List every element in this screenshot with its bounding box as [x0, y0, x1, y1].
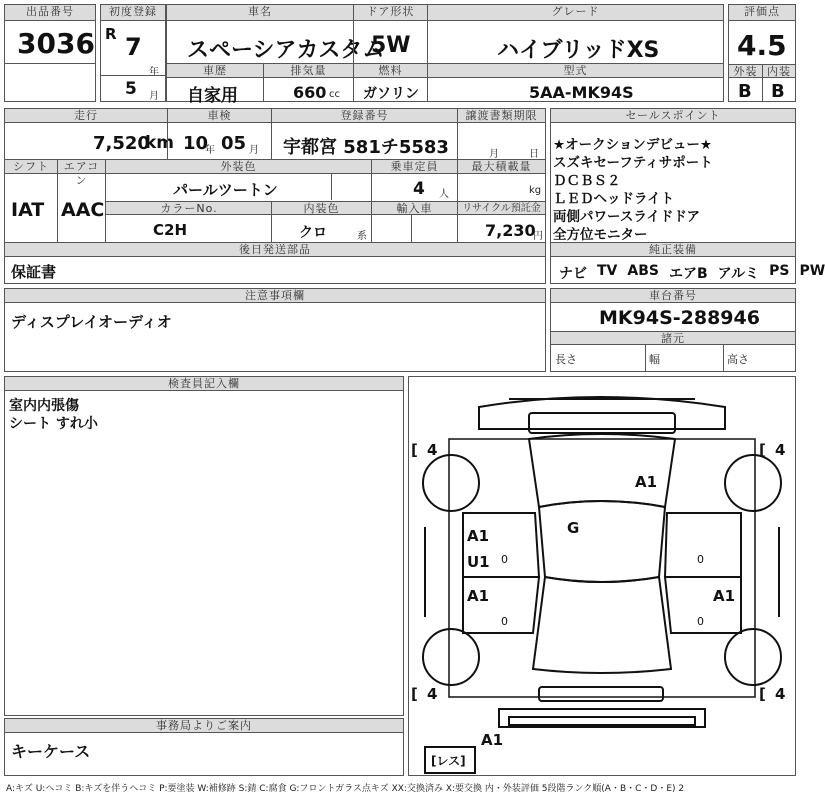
roof: [539, 501, 665, 582]
tire-rr: 4: [775, 685, 786, 703]
damage-mark: A1: [481, 731, 504, 749]
score-label: 評価点: [729, 5, 795, 21]
tire-fl: 4: [427, 441, 438, 459]
damage-mark: A1: [635, 473, 658, 491]
import-label: 輸入車: [371, 201, 457, 215]
chassis-label: 車台番号: [551, 289, 795, 303]
transfer-month: 月: [489, 149, 499, 160]
exterior-label: 外装: [729, 64, 762, 78]
era: R: [105, 25, 117, 43]
shift: IAT: [11, 199, 45, 221]
lot-number-label: 出品番号: [5, 5, 95, 21]
damage-diagram: [408, 376, 796, 776]
equipment-item: TV: [597, 263, 618, 279]
history: 自家用: [187, 86, 238, 106]
damage-mark: A1: [467, 527, 490, 545]
color-label: 外装色: [105, 160, 371, 174]
shift-label: シフト: [5, 160, 57, 174]
side-zero: 0: [501, 553, 508, 566]
score-box: [728, 4, 796, 102]
mileage-label: 走行: [5, 109, 167, 123]
ac: AAC: [61, 199, 105, 221]
recycle-fee: 7,230: [485, 221, 536, 240]
chassis-number: MK94S-288946: [599, 307, 760, 329]
side-zero: 0: [697, 553, 704, 566]
displacement-unit: cc: [329, 89, 340, 100]
sales-point-box: [550, 108, 825, 284]
svg-text:[: [: [411, 441, 418, 459]
interior-color-unit: 系: [357, 231, 367, 242]
equipment-item: エアB: [668, 266, 708, 282]
equipment-item: アルミ: [717, 266, 760, 282]
office-label: 事務局よりご案内: [5, 719, 403, 733]
wheel-fr: [725, 455, 781, 511]
width-label: 幅: [649, 353, 660, 366]
rear-deck: [533, 577, 671, 673]
sales-line: 両側パワースライドドア: [553, 209, 701, 225]
damage-mark: U1: [467, 553, 490, 571]
month-unit: 月: [149, 91, 159, 102]
wheel-rl: [423, 629, 479, 685]
equipment-item: ABS: [627, 263, 659, 279]
inspection-month-unit: 月: [249, 145, 259, 156]
office-box: [4, 718, 404, 776]
exterior-grade: B: [738, 81, 752, 102]
later-parts: 保証書: [11, 263, 57, 281]
svg-text:[: [: [759, 685, 766, 703]
notes-label: 注意事項欄: [5, 289, 545, 303]
inspection-month: 05: [221, 133, 247, 154]
lot-number-box: [4, 4, 96, 102]
notes-text: ディスプレイオーディオ: [11, 313, 172, 331]
length-label: 長さ: [555, 353, 577, 366]
tire-rl: 4: [427, 685, 438, 703]
body-outline: [449, 439, 755, 697]
max-load-label: 最大積載量: [457, 160, 545, 174]
wheel-rr: [725, 629, 781, 685]
displacement: 660: [293, 83, 327, 102]
inspector-box: [4, 376, 404, 716]
inspector-label: 検査員記入欄: [5, 377, 403, 391]
wheel-fl: [423, 455, 479, 511]
sales-line: ★オークションデビュー★: [553, 137, 712, 153]
damage-mark: G: [567, 519, 580, 537]
mileage-unit: km: [145, 133, 175, 153]
model: 5AA-MK94S: [529, 83, 634, 102]
inspection-year: 10: [183, 133, 209, 154]
spare-label: [レス]: [431, 754, 466, 768]
inspection-year-unit: 年: [205, 145, 215, 156]
ac-label: エアコン: [57, 160, 105, 174]
model-label: 型式: [427, 64, 723, 78]
displacement-label: 排気量: [263, 64, 353, 78]
first-registration-box: [100, 4, 166, 102]
score: 4.5: [737, 29, 787, 62]
capacity-unit: 人: [439, 189, 449, 200]
tire-fr: 4: [775, 441, 786, 459]
color-no-label: カラーNo.: [106, 201, 272, 215]
vehicle-detail-table: [4, 108, 546, 284]
specs-label: 諸元: [551, 331, 795, 345]
damage-mark: A1: [467, 587, 490, 605]
notes-box: [4, 288, 546, 372]
transfer-label: 譲渡書類期限: [457, 109, 545, 123]
interior-grade: B: [771, 81, 785, 102]
registration-number: 宇都宮 581チ5583: [283, 137, 449, 158]
reg-year: 7: [125, 33, 142, 61]
door-type: 5W: [371, 33, 411, 58]
equipment-item: PW: [799, 263, 825, 279]
interior-color: クロ: [299, 225, 327, 241]
sales-point-label: セールスポイント: [551, 109, 795, 123]
first-registration-label: 初度登録: [101, 5, 165, 21]
equipment-list: [559, 263, 825, 283]
capacity-label: 乗車定員: [371, 160, 457, 174]
recycle-unit: 円: [533, 231, 543, 242]
color-no: C2H: [153, 221, 187, 239]
recycle-label: リサイクル預託金: [457, 201, 545, 215]
interior-label: 内装: [762, 64, 795, 78]
fuel: ガソリン: [363, 86, 419, 102]
fuel-label: 燃料: [353, 64, 427, 78]
year-unit: 年: [149, 67, 159, 78]
max-load-unit: kg: [529, 185, 542, 196]
tail-bracket: [509, 717, 695, 725]
height-label: 高さ: [727, 353, 749, 366]
car-info-box: [166, 4, 724, 106]
reg-month: 5: [125, 79, 137, 99]
sales-line: ＤＣＢＳ２: [553, 173, 621, 189]
chassis-box: [550, 288, 796, 372]
rear-bumper: [539, 687, 663, 701]
hood: [529, 434, 675, 507]
history-label: 車歴: [167, 64, 263, 78]
equipment-item: ナビ: [559, 266, 587, 282]
inspection-label: 車検: [167, 109, 271, 123]
door-label: ドア形状: [353, 5, 427, 21]
damage-mark: A1: [713, 587, 736, 605]
interior-color-label: 内装色: [271, 201, 371, 215]
sales-line: ＬＥＤヘッドライト: [553, 191, 675, 207]
transfer-day: 日: [529, 149, 539, 160]
side-zero: 0: [501, 615, 508, 628]
inspector-line: 室内内張傷: [9, 398, 79, 414]
car-outline: [409, 377, 795, 775]
capacity: 4: [413, 179, 425, 199]
sales-line: スズキセーフティサポート: [553, 155, 713, 171]
svg-text:[: [: [759, 441, 766, 459]
grade: ハイブリッドXS: [497, 38, 660, 63]
exterior-color: パールツートン: [173, 181, 278, 199]
mileage: 7,520: [93, 133, 150, 154]
equipment-item: PS: [769, 263, 790, 279]
right-front-door: [665, 513, 741, 577]
svg-text:[: [: [411, 685, 418, 703]
inspector-line: シート すれ小: [9, 416, 98, 432]
side-zero: 0: [697, 615, 704, 628]
legend: A:キズ U:ヘコミ B:キズを伴うヘコミ P:要塗装 W:補修跡 S:錆 C:腐食 G:フロントガラス点キズ XX:交換済み X:要交換 内・外装評価 5段階ランク順(A・B・C・D・E) 2: [6, 784, 685, 794]
sales-line: 全方位モニター: [553, 227, 648, 243]
office-text: キーケース: [11, 742, 91, 761]
car-name-label: 車名: [167, 5, 353, 21]
later-parts-label: 後日発送部品: [5, 243, 545, 257]
equipment-label: 純正装備: [551, 243, 795, 257]
lot-number: 3036: [17, 27, 95, 60]
grade-label: グレード: [427, 5, 723, 21]
car-name: スペーシアカスタム: [187, 38, 385, 63]
reg-no-label: 登録番号: [271, 109, 457, 123]
